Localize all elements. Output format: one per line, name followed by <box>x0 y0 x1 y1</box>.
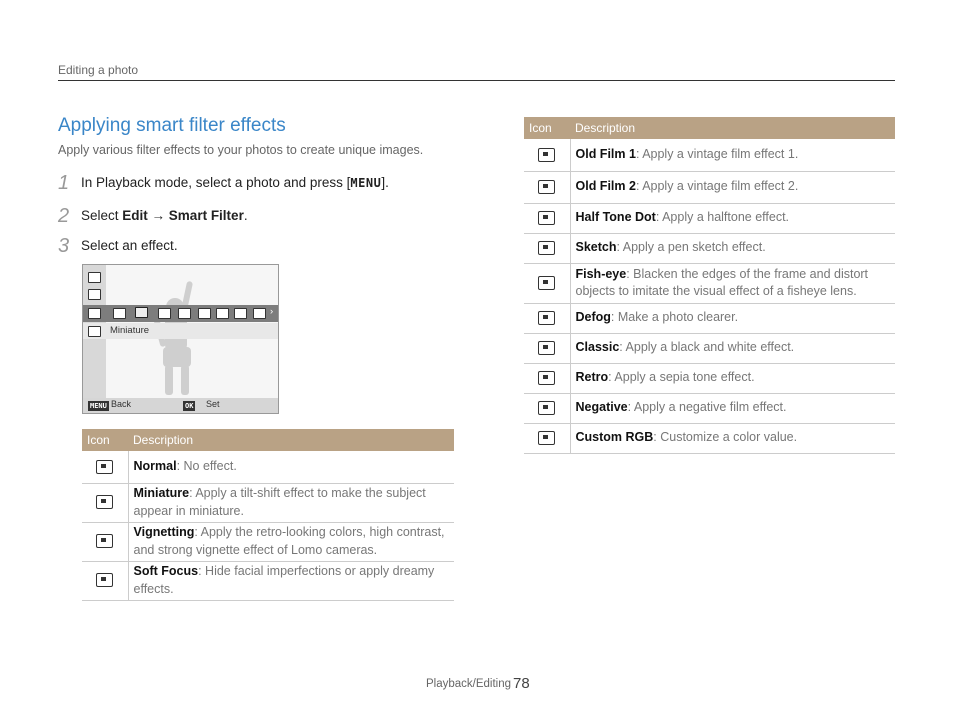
effect-name: Defog <box>575 310 611 325</box>
step-number: 3 <box>58 235 70 257</box>
effect-name: Normal <box>133 459 177 473</box>
effect-name: Old Film 2 <box>575 179 636 194</box>
step-text: Select <box>81 208 123 223</box>
table-row <box>524 263 895 303</box>
page-title: Applying smart filter effects <box>58 115 286 136</box>
resize-icon <box>88 272 101 283</box>
set-label: Set <box>206 399 220 409</box>
old-film-1-icon <box>538 148 555 162</box>
miniature-icon[interactable] <box>135 307 148 318</box>
step-number: 2 <box>58 205 70 227</box>
col-header-icon: Icon <box>524 117 570 139</box>
effects-table-right <box>524 117 895 454</box>
menu-key-icon: MENU <box>90 402 107 410</box>
child-photo-silhouette <box>143 279 213 399</box>
effect-name: Classic <box>575 340 620 355</box>
vignetting-icon[interactable] <box>158 308 171 319</box>
table-row <box>524 171 895 203</box>
vignetting-icon <box>96 534 113 548</box>
effect-desc: : Apply a sepia tone effect. <box>608 370 755 385</box>
table-row <box>82 451 454 483</box>
soft-focus-icon <box>96 573 113 587</box>
effect-name: Soft Focus <box>133 564 199 578</box>
step-menu-edit: Edit <box>122 208 148 223</box>
effect-desc: : Apply a negative film effect. <box>627 400 787 415</box>
normal-off-icon[interactable] <box>113 308 126 319</box>
effect-desc: : Blacken the edges of the frame and distort objects to imitate the visual effect of a fisheye lens. <box>575 266 869 298</box>
menu-key-glyph: MENU <box>350 176 382 190</box>
effect-desc: : Apply the retro-looking colors, high contrast, and strong vignette effect of Lomo cameras. <box>133 525 445 557</box>
old-film-1-icon[interactable] <box>198 308 211 319</box>
table-row <box>524 233 895 263</box>
effect-desc: : Hide facial imperfections or apply dreamy effects. <box>133 564 435 596</box>
effect-desc: : Apply a black and white effect. <box>619 340 795 355</box>
effect-desc: : Apply a halftone effect. <box>655 210 790 225</box>
col-header-description: Description <box>128 429 454 451</box>
table-row <box>82 522 454 561</box>
effect-desc: : Apply a pen sketch effect. <box>616 240 766 255</box>
effect-name: Custom RGB <box>575 430 654 445</box>
old-film-2-icon[interactable] <box>216 308 229 319</box>
defog-icon <box>538 311 555 325</box>
effect-name: Miniature <box>133 486 190 500</box>
effect-desc: : Apply a tilt-shift effect to make the subject appear in miniature. <box>133 486 426 518</box>
table-row <box>524 303 895 333</box>
miniature-icon <box>96 495 113 509</box>
effects-table-left <box>82 429 454 601</box>
step-text-end: . <box>243 208 248 223</box>
step-number: 1 <box>58 172 70 194</box>
back-label: Back <box>111 399 132 409</box>
half-tone-dot-icon <box>538 211 555 225</box>
table-row <box>524 203 895 233</box>
section-label: Editing a photo <box>58 63 139 77</box>
step-menu-smart-filter: Smart Filter <box>168 208 244 223</box>
effect-name: Fish-eye <box>575 266 627 281</box>
effect-desc: : Apply a vintage film effect 2. <box>635 179 799 194</box>
header-divider <box>58 80 895 81</box>
effect-name: Sketch <box>575 240 617 255</box>
effect-name: Negative <box>575 400 628 415</box>
step-text: In Playback mode, select a photo and press [ <box>81 175 351 190</box>
negative-icon <box>538 401 555 415</box>
sketch-icon <box>538 241 555 255</box>
sketch-icon[interactable] <box>253 308 266 319</box>
half-tone-dot-icon[interactable] <box>234 308 247 319</box>
col-header-description: Description <box>570 117 895 139</box>
screen-sidebar <box>83 265 106 413</box>
step-arrow: → <box>147 208 169 223</box>
color-adjust-icon <box>88 326 101 337</box>
soft-focus-icon[interactable] <box>178 308 191 319</box>
custom-rgb-icon <box>538 431 555 445</box>
effect-desc: : No effect. <box>176 459 237 473</box>
effect-desc: : Customize a color value. <box>653 430 798 445</box>
normal-off-icon <box>96 460 113 474</box>
page-number: 78 <box>513 675 530 692</box>
effect-desc: : Apply a vintage film effect 1. <box>635 147 799 161</box>
step-3 <box>58 235 178 258</box>
step-2 <box>58 205 248 228</box>
col-header-icon: Icon <box>82 429 128 451</box>
step-1 <box>58 172 389 195</box>
old-film-2-icon <box>538 180 555 194</box>
selected-filter-label: Miniature <box>110 325 150 336</box>
page-subtitle: Apply various filter effects to your photos to create unique images. <box>58 143 424 157</box>
table-row <box>524 333 895 363</box>
effect-name: Retro <box>575 370 609 385</box>
effect-name: Half Tone Dot <box>575 210 656 225</box>
rotate-icon <box>88 289 101 300</box>
table-row <box>524 139 895 171</box>
table-row <box>524 423 895 453</box>
table-row <box>524 393 895 423</box>
effect-desc: : Make a photo clearer. <box>610 310 739 325</box>
classic-icon <box>538 341 555 355</box>
smart-filter-icon <box>88 308 101 319</box>
effect-name: Old Film 1 <box>575 147 636 161</box>
table-row <box>82 561 454 600</box>
effect-name: Vignetting <box>133 525 195 539</box>
step-text: Select an effect. <box>81 238 178 253</box>
footer-section: Playback/Editing <box>426 678 512 690</box>
fish-eye-icon <box>538 276 555 290</box>
step-text-end: ]. <box>381 175 389 190</box>
camera-screen <box>82 264 279 414</box>
retro-icon <box>538 371 555 385</box>
ok-key-icon: OK <box>185 402 194 410</box>
more-chevron-icon[interactable]: › <box>270 306 274 317</box>
table-row <box>82 483 454 522</box>
table-row <box>524 363 895 393</box>
